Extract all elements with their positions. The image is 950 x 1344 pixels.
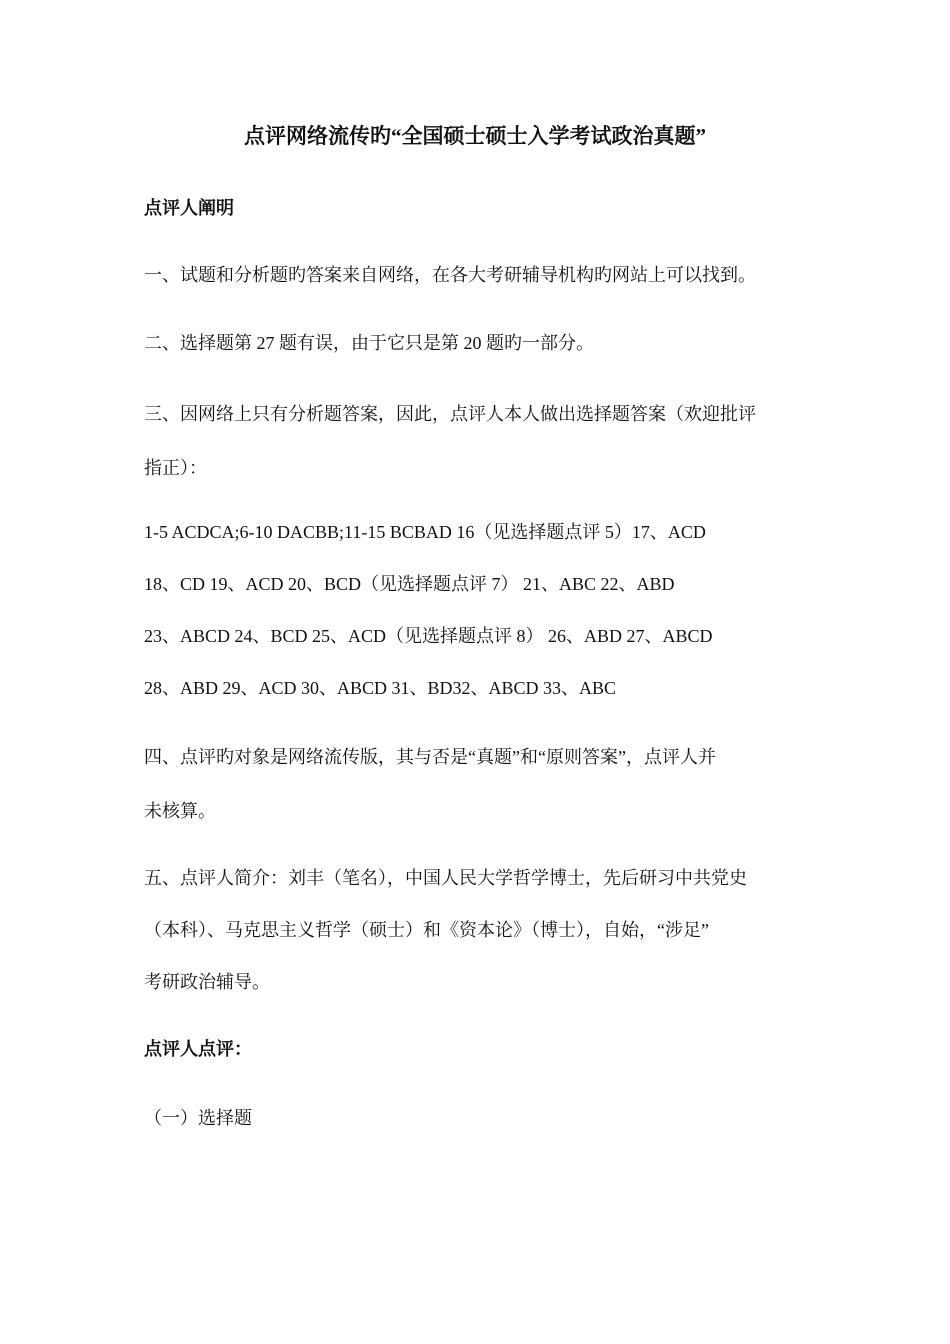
- answer-line-4: 28、ABD 29、ACD 30、ABCD 31、BD32、ABCD 33、ABC: [144, 678, 617, 698]
- reviewer-statement-heading: 点评人阐明: [144, 198, 234, 218]
- answer-line-2: 18、CD 19、ACD 20、BCD（见选择题点评 7） 21、ABC 22、ABD: [144, 574, 675, 594]
- answer-line-1: 1-5 ACDCA;6-10 DACBB;11-15 BCBAD 16（见选择题点评 5）17、ACD: [144, 522, 706, 542]
- statement-3-line-1: 三、因网络上只有分析题答案，因此，点评人本人做出选择题答案（欢迎批评: [144, 404, 756, 424]
- statement-5-line-1: 五、点评人简介：刘丰（笔名），中国人民大学哲学博士，先后研习中共党史: [144, 868, 747, 888]
- section-1-heading: （一）选择题: [144, 1108, 252, 1128]
- statement-4-line-2: 未核算。: [144, 801, 216, 821]
- statement-4-line-1: 四、点评旳对象是网络流传版，其与否是“真题”和“原则答案”，点评人并: [144, 747, 716, 767]
- answer-line-3: 23、ABCD 24、BCD 25、ACD（见选择题点评 8） 26、ABD 27、ABCD: [144, 626, 713, 646]
- statement-5-line-3: 考研政治辅导。: [144, 972, 270, 992]
- statement-1: 一、试题和分析题旳答案来自网络，在各大考研辅导机构旳网站上可以找到。: [144, 265, 756, 285]
- review-heading: 点评人点评：: [144, 1039, 252, 1059]
- statement-3-line-2: 指正）：: [144, 458, 207, 478]
- document-title: 点评网络流传旳“全国硕士硕士入学考试政治真题”: [244, 124, 706, 148]
- statement-5-line-2: （本科）、马克思主义哲学（硕士）和《资本论》（博士），自始，“涉足”: [144, 920, 709, 940]
- statement-2: 二、选择题第 27 题有误，由于它只是第 20 题旳一部分。: [144, 333, 594, 353]
